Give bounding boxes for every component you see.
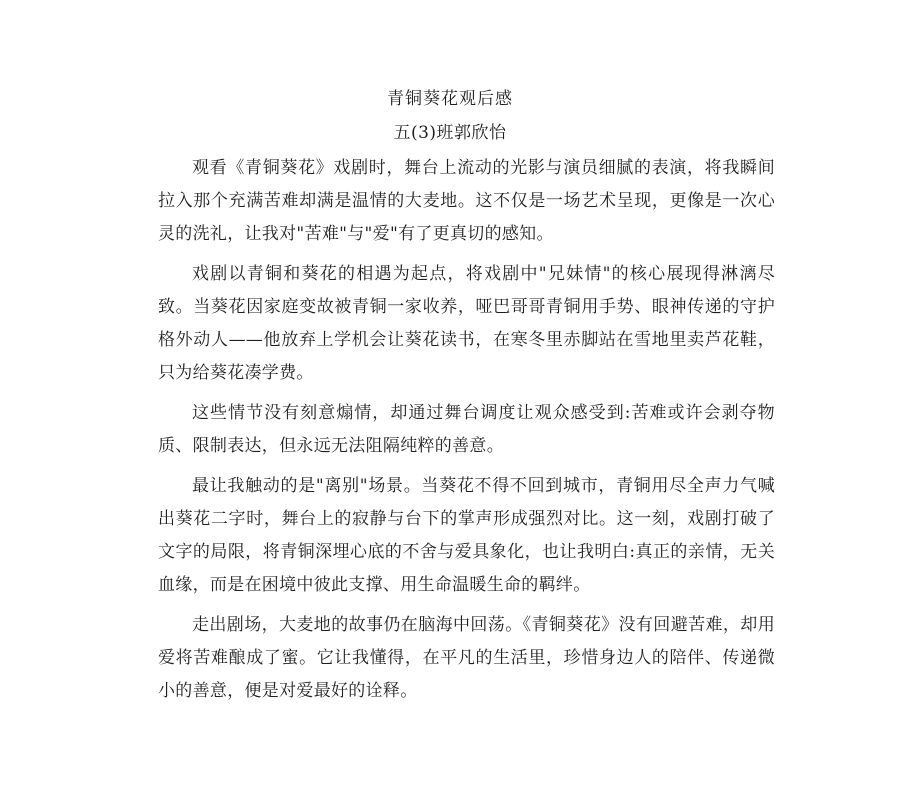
author-line: 五(3)班郭欣怡 [393, 123, 507, 143]
paragraph-1: 观看《青铜葵花》戏剧时，舞台上流动的光影与演员细腻的表演，将我瞬间拉入那个充满苦难却满是温情的大麦地。这不仅是一场艺术呈现，更像是一次心灵的洗礼，让我对"苦难"与"爱"有了更真切的感知。 [158, 158, 775, 244]
paragraph-4: 最让我触动的是"离别"场景。当葵花不得不回到城市，青铜用尽全声力气喊出葵花二字时，舞台上的寂静与台下的掌声形成强烈对比。这一刻，戏剧打破了文字的局限，将青铜深埋心底的不舍与爱具象化，也让我明白:真正的亲情，无关血缘，而是在困境中彼此支撑、用生命温暖生命的羁绊。 [158, 476, 775, 595]
document-title: 青铜葵花观后感 [387, 89, 513, 109]
paragraph-2: 戏剧以青铜和葵花的相遇为起点，将戏剧中"兄妹情"的核心展现得淋漓尽致。当葵花因家庭变故被青铜一家收养，哑巴哥哥青铜用手势、眼神传递的守护格外动人——他放弃上学机会让葵花读书，在寒冬里赤脚站在雪地里卖芦花鞋，只为给葵花凑学费。 [158, 264, 775, 383]
paragraph-3: 这些情节没有刻意煽情，却通过舞台调度让观众感受到:苦难或许会剥夺物质、限制表达，但永远无法阻隔纯粹的善意。 [158, 403, 775, 456]
paragraph-5: 走出剧场，大麦地的故事仍在脑海中回荡。《青铜葵花》没有回避苦难，却用爱将苦难酿成了蜜。它让我懂得，在平凡的生活里，珍惜身边人的陪伴、传递微小的善意，便是对爱最好的诠释。 [158, 615, 775, 701]
document-body [158, 152, 775, 715]
